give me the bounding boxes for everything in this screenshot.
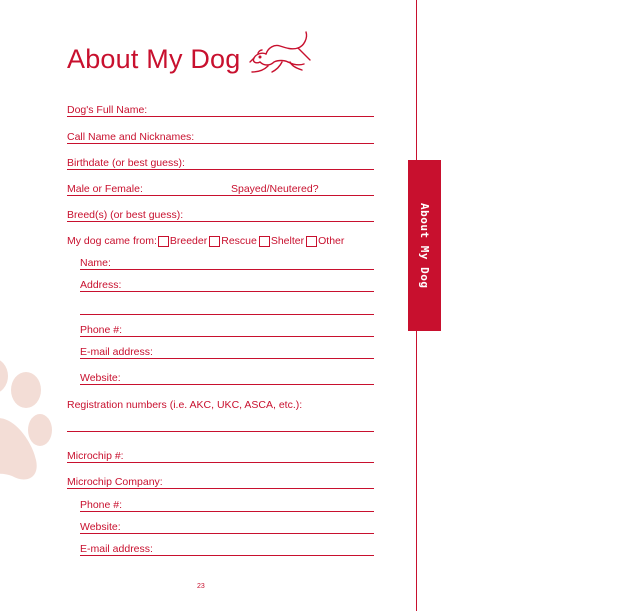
rescue-checkbox[interactable] <box>209 236 220 247</box>
source-name-field[interactable] <box>80 257 374 270</box>
rescue-option-label: Rescue <box>221 235 257 247</box>
breed-label: Breed(s) (or best guess): <box>67 209 184 221</box>
breeder-option-label: Breeder <box>169 235 208 247</box>
company-email-field[interactable] <box>80 543 374 556</box>
sex-field[interactable] <box>67 183 374 196</box>
shelter-checkbox[interactable] <box>259 236 270 247</box>
source-address-line-2[interactable] <box>80 314 374 315</box>
full-name-field[interactable] <box>67 104 374 117</box>
call-name-field[interactable] <box>67 131 374 144</box>
source-options <box>67 234 345 248</box>
breeder-checkbox[interactable] <box>158 236 169 247</box>
full-name-label: Dog's Full Name: <box>67 104 148 116</box>
source-address-field[interactable] <box>80 279 374 292</box>
sex-label: Male or Female: <box>67 183 143 195</box>
registration-field[interactable] <box>67 431 374 432</box>
source-address-label: Address: <box>80 279 122 291</box>
paw-print-icon <box>0 360 60 490</box>
jumping-dog-icon <box>246 26 318 78</box>
shelter-option-label: Shelter <box>270 235 305 247</box>
other-option-label: Other <box>318 235 345 247</box>
company-website-field[interactable] <box>80 521 374 534</box>
other-checkbox[interactable] <box>306 236 317 247</box>
registration-label-row <box>67 399 374 411</box>
company-email-label: E-mail address: <box>80 543 153 555</box>
section-tab-label: About My Dog <box>418 202 431 289</box>
source-website-label: Website: <box>80 372 121 384</box>
source-website-field[interactable] <box>80 372 374 385</box>
microchip-company-label: Microchip Company: <box>67 476 163 488</box>
section-tab <box>408 160 441 331</box>
source-name-label: Name: <box>80 257 111 269</box>
company-website-label: Website: <box>80 521 121 533</box>
source-email-field[interactable] <box>80 346 374 359</box>
source-phone-label: Phone #: <box>80 324 123 336</box>
birthdate-label: Birthdate (or best guess): <box>67 157 185 169</box>
breed-field[interactable] <box>67 209 374 222</box>
page-number: 23 <box>197 583 205 590</box>
call-name-label: Call Name and Nicknames: <box>67 131 195 143</box>
company-phone-field[interactable] <box>80 499 374 512</box>
birthdate-field[interactable] <box>67 157 374 170</box>
microchip-company-field[interactable] <box>67 476 374 489</box>
source-email-label: E-mail address: <box>80 346 153 358</box>
company-phone-label: Phone #: <box>80 499 123 511</box>
registration-label: Registration numbers (i.e. AKC, UKC, ASCA, etc.): <box>67 399 303 411</box>
microchip-field[interactable] <box>67 450 374 463</box>
source-phone-field[interactable] <box>80 324 374 337</box>
spayed-label: Spayed/Neutered? <box>231 183 319 195</box>
page-title: About My Dog <box>67 44 241 74</box>
came-from-label: My dog came from: <box>67 235 157 247</box>
microchip-label: Microchip #: <box>67 450 124 462</box>
